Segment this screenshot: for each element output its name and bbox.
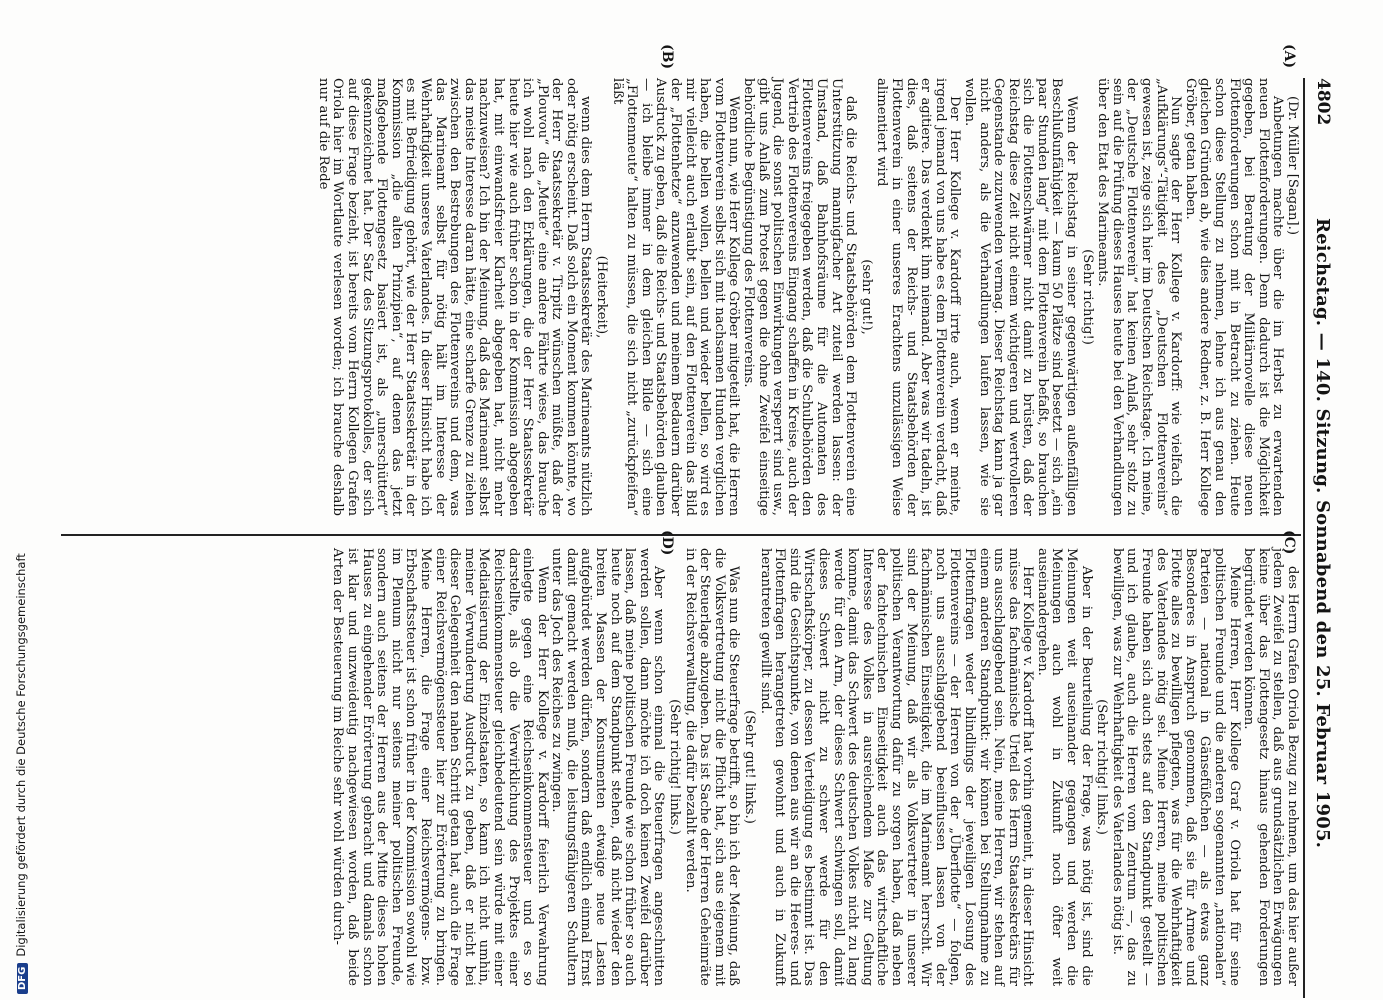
page-header bbox=[1307, 78, 1335, 998]
right-column bbox=[330, 548, 1299, 986]
page-title: Reichstag. — 140. Sitzung. Sonnabend den 25. Februar 1905. bbox=[1312, 218, 1333, 849]
interjection: (Sehr richtig! links.) bbox=[667, 699, 683, 835]
left-column bbox=[315, 78, 1299, 516]
paragraph: (Dr. Müller [Sagan].) bbox=[1285, 96, 1300, 236]
margin-marker-a: (A) bbox=[1281, 44, 1297, 69]
page-number: 4802 bbox=[1313, 78, 1333, 126]
margin-marker-d: (D) bbox=[659, 530, 675, 556]
digitization-credit-text: Digitalisierung gefördert durch die Deutsche Forschungsgemeinschaft bbox=[14, 553, 28, 957]
paragraph: Was nun die Steuerfrage betrifft, so bin ich der Meinung, daß die Volksvertretung nicht die Pflicht hat, sich aus eigenem mit der Steuerlage abzugeben. Das ist Sache der Herren Geheimräte in der Reichsverwaltung, die dafür bezahlt werden. bbox=[682, 548, 742, 986]
interjection: (sehr gut!), bbox=[858, 259, 874, 335]
paragraph: Der Herr Kollege v. Kardorff irrte auch, wenn er meinte, irgend jemand von uns habe es dem Flottenverein verdacht, daß er agitiere. Das verdenkt ihm niemand. Aber was wir tadeln, ist dies, daß seitens der Reichs- und Staatsbehörden der Flottenverein in einer unseres Erachtens unzulässigen Weise alimentiert wird bbox=[874, 78, 963, 516]
paragraph: des Herrn Grafen Oriola Bezug zu nehmen, um das hier außer jedem Zweifel zu stellen, daß aus grundsätzlichen Erwägungen keine über das Flottengesetz hinaus gehenden Forderungen begründet werden können. bbox=[1241, 548, 1300, 986]
paragraph: wenn dies dem Herrn Staatssekretär des Marineamts nützlich oder nötig erscheint. Daß solch ein Moment kommen könnte, wo der Herr Staatssekretär v. Tirpitz wünschen müßte, daß der „Plouvou“ die „Meute“ eine andere Fährte wiese, das brauche ich wohl nach den Erklärungen, die der Herr Staatssekretär heute hier wie auch früher schon in der Kommission abgegeben hat, mit einwandsfreier Klarheit abgegeben hat, nicht mehr nachzuweisen? Ich bin der Meinung, daß das Marineamt selbst das meiste Interesse daran hätte, eine scharfe Grenze zu ziehen zwischen den Bestrebungen des Flottenvereins und dem, was das Marineamt selbst für nötig hält im Interesse der Wehrhaftigkeit unseres Vaterlandes. In dieser Hinsicht habe ich es mit Befriedigung gehört, wie der Herr Staatssekretär in der Kommission „die alten Prinzipien“, auf denen das jetzt maßgebende Flottengesetz basiert ist, als „unerschüttert“ gekennzeichnet hat. Der Satz des Sitzungsprotokolles, der sich auf diese Frage bezieht, ist bereits vom Herrn Kollegen Grafen Oriola hier im Wortlaute verlesen worden; ich brauche deshalb nur auf die Rede bbox=[315, 78, 594, 516]
paragraph: Aber in der Beurteilung der Frage, was nötig ist, sind die Meinungen weit auseinander gegangen und werden die Meinungen auch wohl in Zukunft noch öfter weit auseinandergehen. bbox=[1034, 548, 1094, 986]
margin-marker-b: (B) bbox=[659, 44, 675, 70]
interjection: (Heiterkeit), bbox=[594, 255, 610, 339]
digitization-credit bbox=[14, 14, 28, 994]
paragraph: Aber wenn schon einmal die Steuerfragen angeschnitten werden sollen, dann möchte ich doch keinen Zweifel darüber lassen, daß meine politischen Freunde wie schon früher so auch heute noch auf dem Standpunkt stehen, daß nicht wieder den breiten Massen der Konsumenten etwaige neue Lasten aufgebürdet werden dürfen, sondern daß endlich einmal Ernst damit gemacht werden muß, die leistungsfähigeren Schultern unter das Joch des Reiches zu zwingen. bbox=[549, 548, 667, 986]
column-divider bbox=[61, 534, 1301, 536]
margin-marker-c: (C) bbox=[1281, 530, 1297, 555]
paragraph: Meine Herren, Herr Kollege Graf v. Oriola hat für seine politischen Freunde und die anderen sogenannten „nationalen“ Parteien — national in Gänsefüßchen — als etwas ganz Besonderes in Anspruch genommen, daß sie für Armee und Flotte alles zu bewilligen pflegten, was für die Wehrhaftigkeit des Vaterlandes nötig sei. Meine Herren, meine politischen Freunde haben sich auch stets auf den Standpunkt gestellt — und ich glaube, auch die Herren vom Zentrum —, das zu bewilligen, was zur Wehrhaftigkeit des Vaterlandes nötig ist. bbox=[1109, 548, 1242, 986]
paragraph: Wenn der Reichstag in seiner gegenwärtigen außenfälligen Beschlußunfähigkeit — kaum 50 Plätze sind besetzt — sich „ein paar Stunden lang“ mit dem Flottenverein befaßt, so brauchen sich die Flottenschwärmer nicht damit zu brüsten, daß der Reichstag diese Zeit nicht einem wichtigeren und wertvolleren Gegenstande zuzuwenden vermag. Dieser Reichstag kann ja gar nicht anders, als die Verhandlungen laufen lassen, wie sie wollen. bbox=[961, 78, 1080, 516]
paragraph: Herr Kollege v. Kardorff hat vorhin gemeint, in dieser Hinsicht müsse das fachmännische Urteil des Herrn Staatssekretärs für uns ausschlaggebend sein. Nein, meine Herren, wir stehen auf einem anderen Standpunkt: wir können bei Stellungnahme zu Flottenfragen weder blindlings der jeweiligen Losung des Flottenvereins — der Herren von der „Überflotte“ — folgen, noch uns ausschlaggebend beeinflussen lassen von der fachmännischen Einseitigkeit, die im Marineamt herrscht. Wir sind der Meinung, daß wir als Volksvertreter in unserer politischen Verantwortung dafür zu sorgen haben, daß neben der fachtechnischen Einseitigkeit auch das wirtschaftliche Interesse des Volkes in ausreichendem Maße zur Geltung komme, damit das Schwert des deutschen Volkes nicht zu lang werde für den Arm, der dieses Schwert schwingen soll, damit dieses Schwert nicht zu schwer werde für den Wirtschaftskörper, zu dessen Verteidigung es bestimmt ist. Das sind die Gesichtspunkte, von denen aus wir an die Heeres- und Flottenfragen herangetreten gewohnt und auch in Zukunft herantreten gewillt sind. bbox=[757, 548, 1036, 986]
paragraph: Wenn nun, wie Herr Kollege Gröber mitgeteilt hat, die Herren vom Flottenverein selbst sich mit nachsamen Hunden verglichen haben, die bellen wollen, bellen und wieder bellen, so wird es mir vielleicht auch erlaubt sein, auf den Flottenverein das Bild der „Flottenhetze“ anzuwenden und meinem Bedauern darüber Ausdruck zu geben, daß die Reichs- und Staatsbehörden glauben — ich bleibe immer in dem gleichen Bilde — sich eine „Flottenmeute“ halten zu müssen, die sich nicht „zurückpfeifen“ läßt bbox=[609, 78, 742, 516]
paragraph: Nun sagte der Herr Kollege v. Kardorff: wie vielfach die „Aufklärungs“-Tätigkeit des „Deutschen Flottenvereins“ gewesen ist, zeige sich hier im Deutschen Reichstage. Ich meine, der „Deutsche Flottenverein“ hat keinen Anlaß, sehr stolz zu sein auf die Prüfung dieses Hauses heute bei den Verhandlungen über den Etat des Marineamts. bbox=[1095, 78, 1184, 516]
interjection: (Sehr gut! links.) bbox=[742, 710, 758, 824]
newspaper-page bbox=[45, 44, 1335, 998]
paragraph: daß die Reichs- und Staatsbehörden dem Flottenverein eine Unterstützung mannigfacher Art zuteil werden lassen: der Umstand, daß Bahnhofsräume für die Automaten des Flottenvereins freigegeben werden, daß die Schulbehörden den Vertrieb des Flottenvereins Eingang schaffen in Kreise, auch der Jugend, die sonst politischen Einwirkungen versperrt sind usw., gibt uns Anlaß zum Protest gegen die ohne Zweifel einseitige behördliche Begünstigung des Flottenvereins. bbox=[741, 78, 859, 516]
paragraph: Wenn der Herr Kollege v. Kardorff feierlich Verwahrung einlegte gegen eine Reichseinkommensteuer und es so darstellte, als ob die Verwirklichung des Projektes einer Reichseinkommensteuer gleichbedeutend sein würde mit einer Mediatisierung der Einzelstaaten, so kann ich nicht umhin, meiner Verwunderung Ausdruck zu geben, daß er nicht bei dieser Gelegenheit den nahen Schritt getan hat, auch die Frage einer Reichsvermögenssteuer hier zur Erörterung zu bringen. Meine Herren, die Frage einer Reichsvermögens- bzw. Erbschaftssteuer ist schon früher in der Kommission sowohl wie im Plenum nicht nur seitens meiner politischen Freunde, sondern auch seitens der Herren aus der Mitte dieses hohen Hauses zu eingehender Erörterung gebracht und damals schon ist klar und unzweideutig nachgewiesen worden, daß beide Arten der Besteuerung im Reiche sehr wohl würden durch- bbox=[330, 548, 550, 986]
dfg-logo: DFG bbox=[17, 963, 28, 994]
interjection: (Sehr richtig!) bbox=[1079, 249, 1095, 345]
header-rule bbox=[1303, 78, 1305, 998]
paragraph: Anbetungen machte über die im Herbst zu erwartenden neuen Flottenforderungen. Denn dadurch ist die Möglichkeit gegeben, bei Beratung der Militärnovelle diese neuen Flottenforderungen schon mit in Betracht zu ziehen. Heute schon diese Stellung zu nehmen, lehne ich aus genau den gleichen Gründen ab, wie dies andere Redner, z. B. Herr Kollege Gröber, getan haben. bbox=[1182, 78, 1286, 516]
interjection: (Sehr richtig! links.) bbox=[1094, 699, 1110, 835]
